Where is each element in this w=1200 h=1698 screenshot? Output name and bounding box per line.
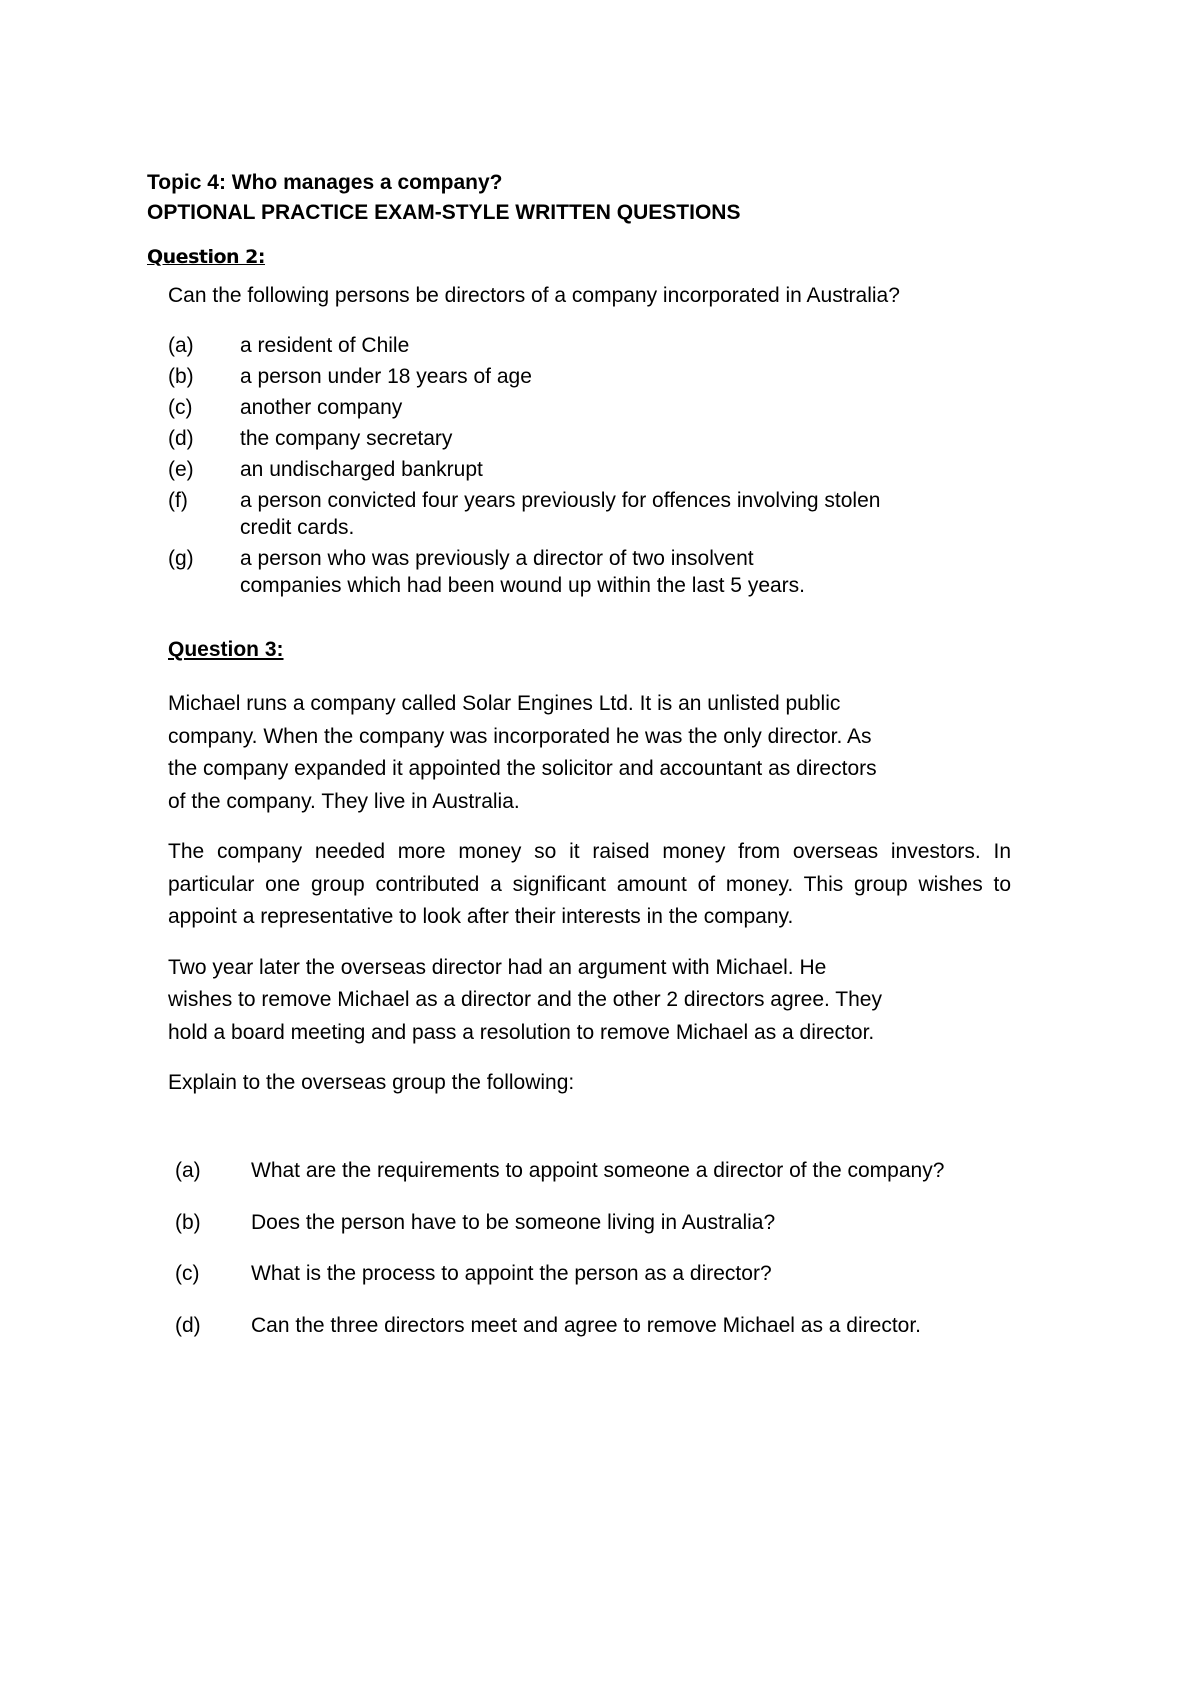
list-item [168,425,1028,452]
paragraph-line: Michael runs a company called Solar Engines Ltd. It is an unlisted public [168,692,841,715]
list-item [175,1208,1075,1238]
paragraph-line: Two year later the overseas director had an argument with Michael. He [168,955,827,979]
list-item-text: the company secretary [240,427,453,450]
list-item [175,1156,1075,1186]
list-item-marker: (a) [175,1159,201,1182]
topic-title: Topic 4: Who manages a company? [147,171,503,194]
list-item-text-line: a person who was previously a director of two insolvent [240,547,754,570]
list-item [175,1311,1075,1341]
list-item-text-line: companies which had been wound up within the last 5 years. [240,574,806,597]
list-item-marker: (g) [168,547,194,570]
document-subtitle: OPTIONAL PRACTICE EXAM-STYLE WRITTEN QUESTIONS [147,201,741,224]
list-item-text: another company [240,396,403,419]
list-item-text [240,487,1028,541]
list-item [168,363,1028,390]
list-item-text [240,545,1028,599]
list-item-text: a resident of Chile [240,334,410,357]
list-item-marker: (b) [168,365,194,388]
list-item [168,545,1028,599]
list-item [168,394,1028,421]
list-item-text: Can the three directors meet and agree to remove Michael as a director. [251,1313,922,1337]
document-title-block [147,168,740,228]
paragraph [168,952,1011,1050]
question-3-heading: Question 3: [168,638,284,661]
question-3-body [168,688,1011,1118]
list-item-text-line: a person convicted four years previously for offences involving stolen [240,489,881,512]
list-item [175,1259,1075,1289]
paragraph: Explain to the overseas group the following: [168,1071,575,1094]
question-2-heading: Question 2: [147,246,265,268]
question-2-list [168,332,1028,603]
list-item [168,456,1028,483]
paragraph: The company needed more money so it raised money from overseas investors. In particular one group contributed a significant amount of money. This group wishes to appoint a representative to look after their interests in the company. [168,840,1011,928]
list-item-text: What are the requirements to appoint someone a director of the company? [251,1159,945,1182]
question-2-intro: Can the following persons be directors of a company incorporated in Australia? [168,284,900,307]
paragraph-line: wishes to remove Michael as a director and the other 2 directors agree. They [168,988,882,1011]
paragraph-line: the company expanded it appointed the solicitor and accountant as directors [168,757,877,780]
paragraph-line: of the company. They live in Australia. [168,789,520,813]
list-item-text: a person under 18 years of age [240,365,532,388]
list-item-text: Does the person have to be someone living in Australia? [251,1210,776,1234]
list-item [168,332,1028,359]
paragraph-line: hold a board meeting and pass a resolution to remove Michael as a director. [168,1020,875,1044]
list-item-marker: (e) [168,458,194,481]
list-item-marker: (d) [175,1313,201,1337]
list-item-marker: (c) [175,1262,200,1285]
list-item-marker: (d) [168,427,194,450]
paragraph [168,688,1011,818]
list-item-text: an undischarged bankrupt [240,458,483,481]
list-item [168,487,1028,541]
list-item-text: What is the process to appoint the person as a director? [251,1262,772,1285]
list-item-marker: (f) [168,489,188,512]
list-item-marker: (c) [168,396,193,419]
list-item-marker: (b) [175,1210,201,1234]
question-3-list [175,1156,1075,1362]
paragraph-line: company. When the company was incorporated he was the only director. As [168,724,872,748]
list-item-marker: (a) [168,334,194,357]
list-item-text-line: credit cards. [240,516,355,539]
